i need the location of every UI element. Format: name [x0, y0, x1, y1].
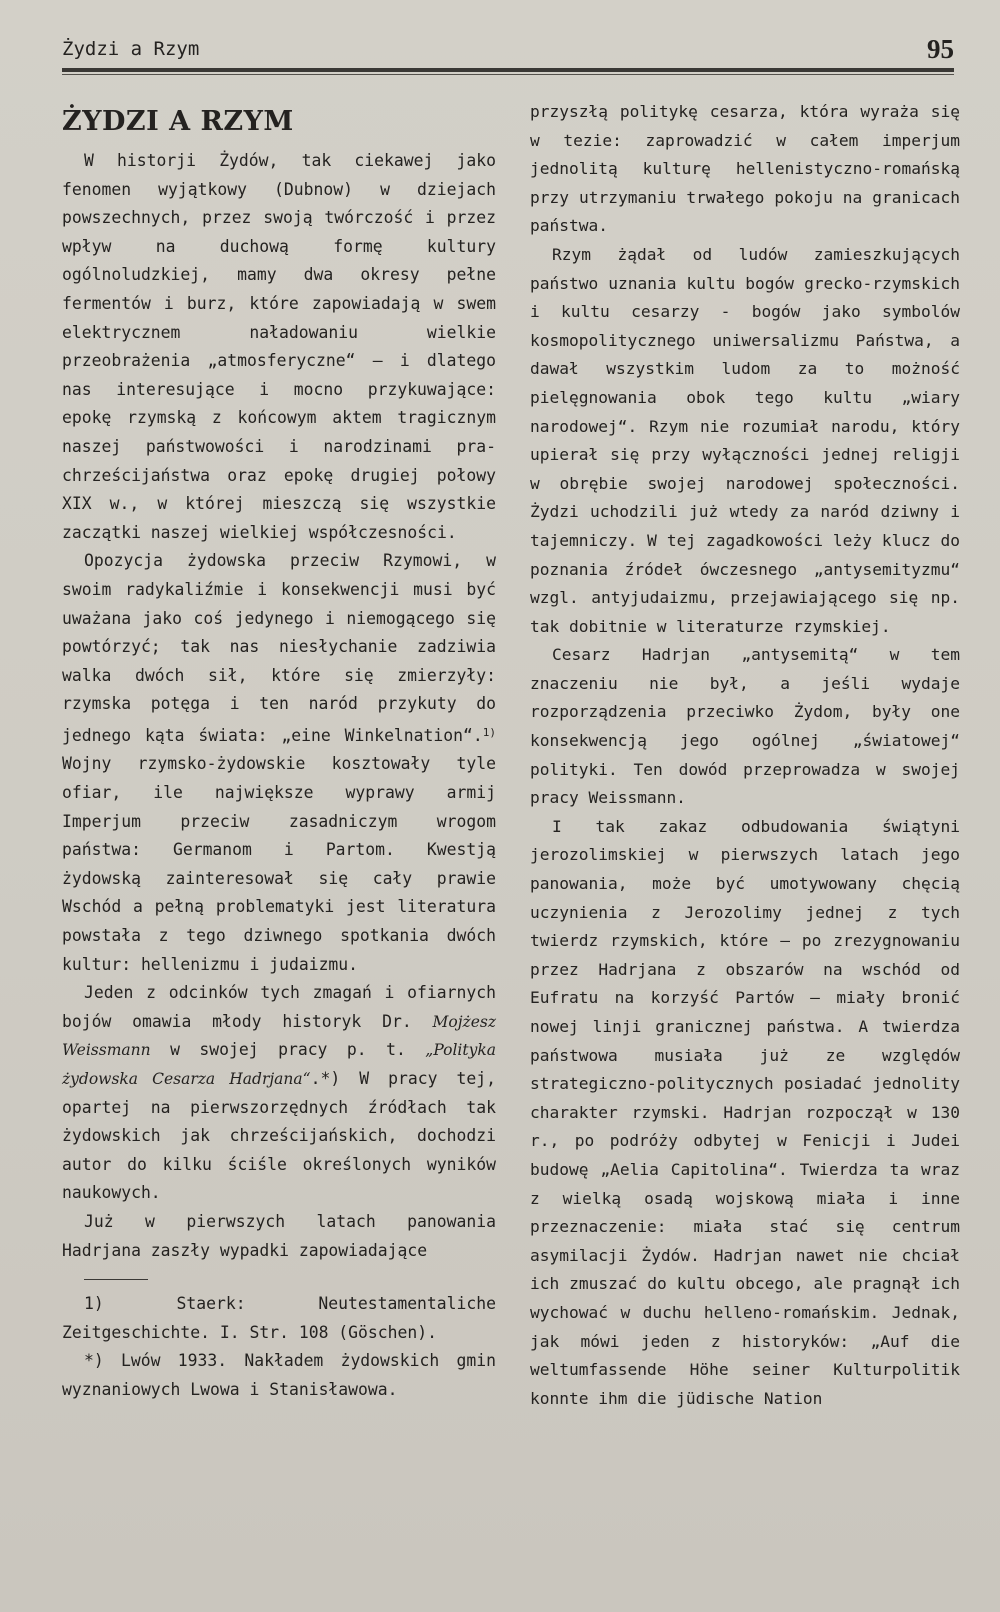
page-number: 95 — [927, 34, 954, 64]
footnote: *) Lwów 1933. Nakładem żydowskich gmin wyznaniowych Lwowa i Stanisławowa. — [62, 1351, 496, 1399]
paragraph-text: Jeden z odcinków tych zmagań i ofiarnych bojów omawia młody historyk Dr. — [62, 983, 496, 1031]
paragraph — [62, 979, 496, 1208]
paragraph — [62, 547, 496, 979]
work-title: „Polityka żydowska Cesarza Hadrjana“ — [62, 1041, 496, 1088]
paragraph: Rzym żądał od ludów zamieszkujących państwo uznania kultu bogów grecko-rzymskich i kultu cesarzy - bogów jako symbolów kosmopolitycznego uniwersalizmu Państwa, a dawał wszystkim ludom za to możność pielęgnowania obok tego kultu „wiary narodowej“. Rzym nie rozumiał narodu, który upierał się przy wyłączności jednej religji w obrębie swojej narodowej społeczności. Żydzi uchodzili już wtedy za naród dziwny i tajemniczy. W tej zagadkowości leży klucz do poznania źródeł ówczesnego „antysemityzmu“ wzgl. antyjudaizmu, przejawiającego się np. tak dobitnie w literaturze rzymskiej. — [530, 244, 960, 636]
footnote-marker: .*) — [310, 1069, 341, 1088]
paragraph: Cesarz Hadrjan „antysemitą“ w tem znaczeniu nie był, a jeśli wydaje rozporządzenia przeciwko Żydom, były one konsekwencją jego ogólnej „światowej“ polityki. Ten dowód przeprowadza w swojej pracy Weissmann. — [530, 645, 960, 808]
footnote: 1) Staerk: Neutestamentaliche Zeitgeschichte. I. Str. 108 (Göschen). — [62, 1294, 496, 1342]
footnote-marker: 1) — [482, 725, 496, 739]
paragraph: I tak zakaz odbudowania świątyni jerozolimskiej w pierwszych latach jego panowania, może być umotywowany chęcią uczynienia z Jerozolimy jednej z tych twierdz rzymskich, które — po zrezygnowaniu przez Hadrjana z obszarów na wschód od Eufratu na korzyść Partów — miały bronić nowej linji granicznej państwa. A twierdza państwowa musiała już ze względów strategiczno-politycznych posiadać jednolity charakter rzymski. Hadrjan rozpoczął w 130 r., po podróży odbytej w Fenicji i Judei budowę „Aelia Capitolina“. Twierdza ta wraz z wielką osadą wojskową miała i inne przeznaczenie: miała stać się centrum asymilacji Żydów. Hadrjan nawet nie chciał ich zmuszać do kultu obcego, ale pragnął ich wychować w duchu helleno-romańskim. Jednak, jak mówi jeden z historyków: „Auf die weltumfassende Höhe seiner Kulturpolitik konnte ihm die jüdische Nation — [530, 816, 960, 1408]
running-title: Żydzi a Rzym — [62, 38, 200, 60]
left-column — [62, 98, 496, 1405]
author-name: Mojżesz Weissmann — [62, 1012, 496, 1060]
paragraph-text: Wojny rzymsko-żydowskie kosztowały tyle ofiar, ile największe wyprawy armij Imperjum przeciw zasadniczym wrogom państwa: Germanom i Partom. Kwestją żydowską zainteresował się cały prawie Wschód a pełną problematyki jest literatura powstała z tego dziwnego spotkania dwóch kultur: hellenizmu i judaizmu. — [62, 754, 496, 974]
article-title: ŻYDZI A RZYM — [62, 106, 294, 137]
header-rule-thin — [62, 74, 954, 75]
paragraph: przyszłą politykę cesarza, która wyraża się w tezie: zaprowadzić w całem imperjum jednolitą kulturę hellenistyczno-romańską przy utrzymaniu trwałego pokoju na granicach państwa. — [530, 102, 960, 236]
header-rule — [62, 68, 954, 72]
right-column — [530, 98, 960, 1413]
paragraph-text: w swojej pracy p. t. — [150, 1040, 426, 1060]
running-head — [62, 34, 958, 70]
paragraph-text: W pracy tej, opartej na pierwszorzędnych źródłach tak żydowskich jak chrześcijańskich, dochodzi autor do kilku ściśle określonych wyników naukowych. — [62, 1069, 496, 1203]
footnote-divider — [84, 1279, 148, 1280]
paragraph-text: Opozycja żydowska przeciw Rzymowi, w swoim radykaliźmie i konsekwencji musi być uważana jako coś jedynego i niemogącego się powtórzyć; tak nas niesłychanie zadziwia walka dwóch sił, które się zmierzyły: rzymska potęga i ten naród przykuty do jednego kąta świata: „eine Winkelnation“. — [62, 551, 496, 745]
paragraph: Już w pierwszych latach panowania Hadrjana zaszły wypadki zapowiadające — [62, 1211, 496, 1260]
paragraph: W historji Żydów, tak ciekawej jako fenomen wyjątkowy (Dubnow) w dziejach powszechnych, przez swoją twórczość i przez wpływ na duchową formę kultury ogólnoludzkiej, mamy dwa okresy pełne fermentów i burz, które zapowiadają w swem elektrycznem naładowaniu wielkie przeobrażenia „atmosferyczne“ — i dlatego nas interesujące i mocno przykuwające: epokę rzymską z końcowym aktem tragicznym naszej państwowości i narodzinami pra-chrześcijaństwa oraz epokę drugiej połowy XIX w., w której mieszczą się wszystkie zaczątki naszej wielkiej współczesności. — [62, 151, 496, 542]
